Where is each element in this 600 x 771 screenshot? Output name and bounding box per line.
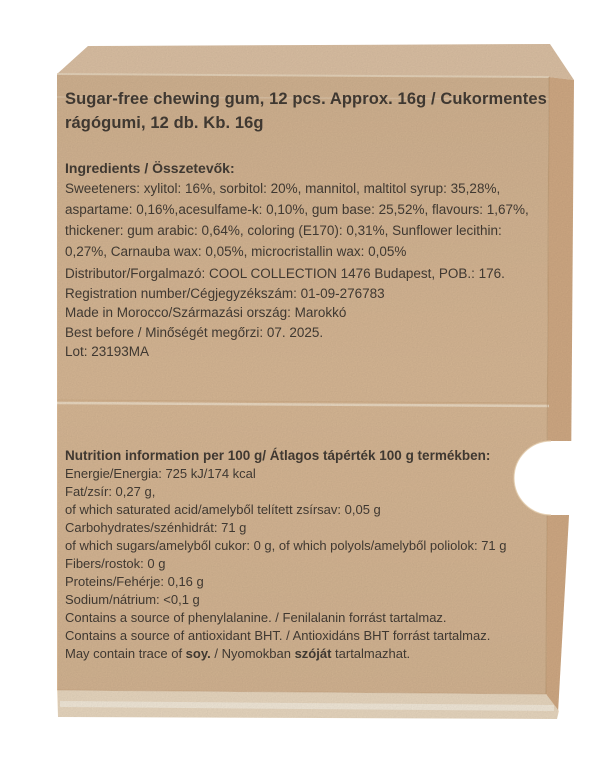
ingredients-line: 0,27%, Carnauba wax: 0,05%, microcristallin wax: 0,05% bbox=[65, 244, 407, 259]
trace-allergen-line bbox=[65, 645, 507, 663]
origin-line: Made in Morocco/Származási ország: Marokkó bbox=[65, 305, 347, 320]
ingredients-heading: Ingredients / Összetevők: bbox=[65, 160, 235, 176]
trace-szojat-bold: szóját bbox=[294, 646, 332, 661]
product-title-line: rágógumi, 12 db. Kb. 16g bbox=[65, 113, 264, 132]
nutrition-saturated-line: of which saturated acid/amelyből telített zsírsav: 0,05 g bbox=[65, 502, 381, 517]
nutrition-heading: Nutrition information per 100 g/ Átlagos tápérték 100 g termékben: bbox=[65, 448, 491, 463]
ingredients-line: Sweeteners: xylitol: 16%, sorbitol: 20%, mannitol, maltitol syrup: 35,28%, bbox=[65, 181, 501, 196]
trace-text-pre: May contain trace of bbox=[65, 646, 186, 661]
lot-number-line: Lot: 23193MA bbox=[65, 344, 150, 359]
nutrition-carbohydrates-line: Carbohydrates/szénhidrát: 71 g bbox=[65, 520, 247, 535]
ingredients-line: thickener: gum arabic: 0,64%, coloring (E170): 0,31%, Sunflower lecithin: bbox=[65, 223, 502, 238]
trace-text-mid: / Nyomokban bbox=[210, 646, 295, 661]
antioxidant-notice-line: Contains a source of antioxidant BHT. / Antioxidáns BHT forrást tartalmaz. bbox=[65, 628, 491, 643]
trace-soy-bold: soy. bbox=[185, 646, 211, 661]
distributor-line: Distributor/Forgalmazó: COOL COLLECTION 1476 Budapest, POB.: 176. bbox=[65, 266, 505, 281]
nutrition-proteins-line: Proteins/Fehérje: 0,16 g bbox=[65, 574, 204, 589]
nutrition-sodium-line: Sodium/nátrium: <0,1 g bbox=[65, 592, 200, 607]
nutrition-sugars-polyols-line: of which sugars/amelyből cukor: 0 g, of which polyols/amelyből poliolok: 71 g bbox=[65, 538, 507, 553]
nutrition-info bbox=[65, 465, 507, 663]
trace-text-post: tartalmazhat. bbox=[331, 646, 411, 661]
nutrition-fat-line: Fat/zsír: 0,27 g, bbox=[65, 484, 156, 499]
best-before-line: Best before / Minőségét megőrzi: 07. 2025. bbox=[65, 324, 324, 340]
registration-number-line: Registration number/Cégjegyzékszám: 01-09-276783 bbox=[65, 285, 385, 301]
ingredients-line: aspartame: 0,16%,acesulfame-k: 0,10%, gum base: 25,52%, flavours: 1,67%, bbox=[65, 202, 529, 217]
phenylalanine-notice-line: Contains a source of phenylalanine. / Fenilalanin forrást tartalmaz. bbox=[65, 610, 447, 625]
nutrition-energy-line: Energie/Energia: 725 kJ/174 kcal bbox=[65, 466, 256, 481]
product-title-line: Sugar-free chewing gum, 12 pcs. Approx. 16g / Cukormentes bbox=[65, 90, 547, 108]
ingredients-list bbox=[65, 178, 529, 262]
product-title bbox=[65, 88, 547, 135]
nutrition-fibers-line: Fibers/rostok: 0 g bbox=[65, 556, 166, 571]
distribution-info bbox=[65, 264, 505, 362]
